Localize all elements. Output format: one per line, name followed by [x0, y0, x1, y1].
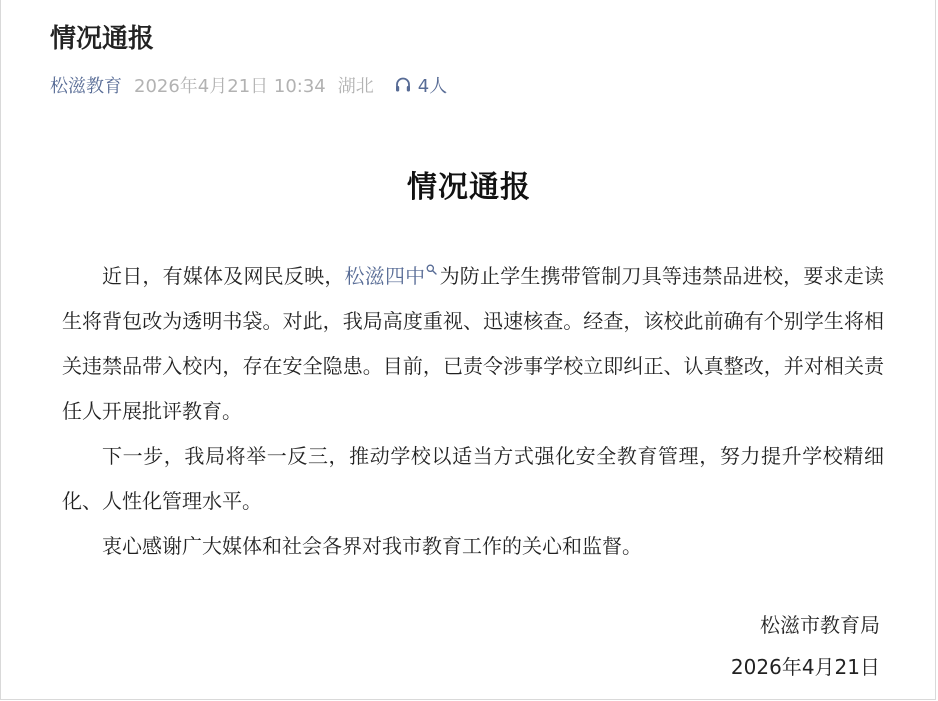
listen-button[interactable]: [394, 72, 447, 98]
document-body: [62, 254, 884, 569]
paragraph-1-lead: 近日，有媒体及网民反映，: [102, 264, 345, 288]
search-icon[interactable]: [426, 264, 437, 275]
keyword-search-link[interactable]: 松滋四中: [344, 264, 426, 288]
headphones-icon: [394, 76, 412, 94]
article-meta: [50, 73, 447, 97]
paragraph-1-rest: 为防止学生携带管制刀具等违禁品进校，要求走读生将背包改为透明书袋。对此，我局高度重视、迅速核查。经查，该校此前确有个别学生将相关违禁品带入校内，存在安全隐患。目前，已责令涉事学校立即纠正、认真整改，并对相关责任人开展批评教育。: [62, 264, 885, 423]
signature-date: 2026年4月21日: [730, 655, 880, 679]
paragraph-1: [62, 254, 884, 434]
listener-count: 4人: [417, 76, 448, 97]
signature-org: 松滋市教育局: [760, 613, 880, 637]
account-name-link[interactable]: 松滋教育: [50, 76, 122, 97]
publish-location: 湖北: [337, 76, 374, 97]
paragraph-2: 下一步，我局将举一反三，推动学校以适当方式强化安全教育管理，努力提升学校精细化、人性化管理水平。: [62, 444, 884, 513]
publish-time: 2026年4月21日 10:34: [134, 76, 326, 97]
document-heading: 情况通报: [407, 170, 531, 205]
article-title: 情况通报: [50, 24, 155, 54]
signature-block: [731, 604, 880, 688]
paragraph-3: 衷心感谢广大媒体和社会各界对我市教育工作的关心和监督。: [102, 534, 642, 558]
